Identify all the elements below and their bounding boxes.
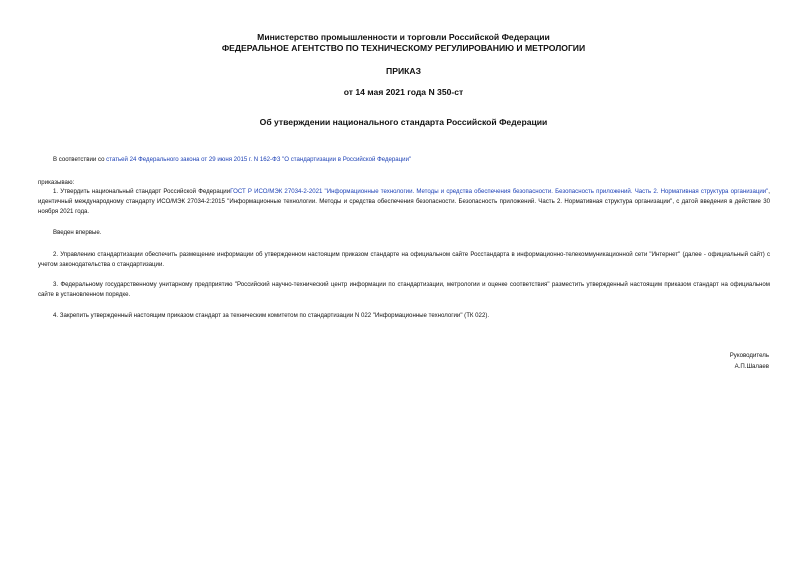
document-type: ПРИКАЗ [386,66,421,76]
item-1-suffix: , идентичный международному стандарту ИСО/МЭК 27034-2:2015 "Информационные технологии. Методы и средства обеспечения безопасности. Безопасность приложений. Часть 2. Нормативная структура организации", с датой введения в действие 30 ноября 2021 года. [38,188,770,215]
basis-prefix: В соответствии со [53,156,107,163]
signatory-role: Руководитель [729,352,769,359]
introduced-paragraph: Введен впервые. [53,229,102,236]
item-2-paragraph: 2. Управлению стандартизации обеспечить размещение информации об утвержденном настоящим приказом стандарте на официальном сайте Росстандарта в информационно-телекоммуникационной сети "Интернет" (далее - официальный сайт) с учетом законодательства о стандартизации. [38,251,770,268]
agency-name: ФЕДЕРАЛЬНОЕ АГЕНТСТВО ПО ТЕХНИЧЕСКОМУ РЕГУЛИРОВАНИЮ И МЕТРОЛОГИИ [221,43,586,53]
standard-link[interactable]: ГОСТ Р ИСО/МЭК 27034-2-2021 "Информационные технологии. Методы и средства обеспечения безопасности. Безопасность приложений. Часть 2. Нормативная структура организации" [230,188,769,195]
orders-paragraph: приказываю: [38,179,75,186]
basis-paragraph [38,155,770,165]
item-4-paragraph: 4. Закрепить утвержденный настоящим приказом стандарт за техническим комитетом по стандартизации N 022 "Информационные технологии" (ТК 022). [53,312,490,319]
order-date-number: от 14 мая 2021 года N 350-ст [343,87,464,97]
item-3-paragraph: 3. Федеральному государственному унитарному предприятию "Российский научно-технический центр информации по стандартизации, метрологии и оценке соответствия" разместить утвержденный настоящим приказом стандарт на официальном сайте в установленном порядке. [38,281,770,298]
item-1-prefix: 1. Утвердить национальный стандарт Российской Федерации [53,188,231,195]
document-title: Об утверждении национального стандарта Российской Федерации [259,117,548,127]
ministry-name: Министерство промышленности и торговли Российской Федерации [257,32,550,42]
item-1-paragraph [38,187,770,217]
basis-law-link[interactable]: статьей 24 Федерального закона от 29 июня 2015 г. N 162-ФЗ "О стандартизации в Российской Федерации" [106,156,412,163]
signatory-name: А.П.Шалаев [734,363,769,370]
